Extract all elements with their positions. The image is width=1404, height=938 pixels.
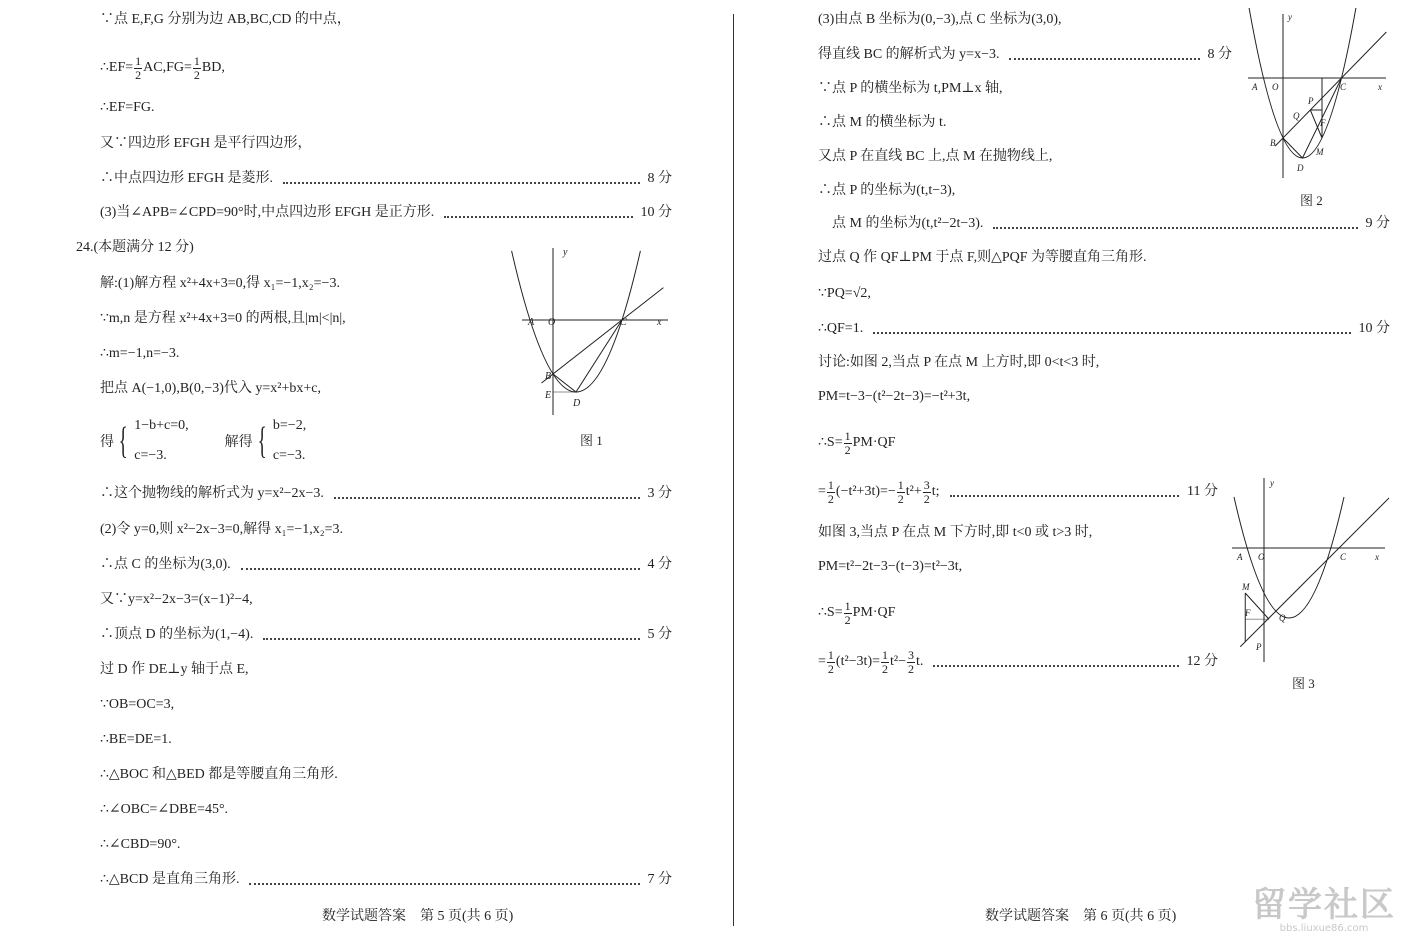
point-label: C (1340, 82, 1347, 92)
figure-caption: 图 2 (1300, 193, 1323, 208)
text-line: PM=t−3−(t²−2t−3)=−t²+3t, (818, 389, 971, 404)
page-divider (733, 14, 734, 926)
text: (−t²+3t)=− (835, 484, 896, 499)
axis-label: y (1288, 12, 1292, 22)
text-line: ∴△BOC 和△BED 都是等腰直角三角形. (100, 767, 338, 782)
text-line: 又点 P 在直线 BC 上,点 M 在抛物线上, (818, 149, 1053, 164)
fraction: $\frac{1}{2}$ (827, 647, 834, 676)
text-line: ∴∠CBD=90°. (100, 837, 181, 852)
point-label: P (1308, 96, 1314, 106)
fraction: $\frac{1}{2}$ (193, 53, 200, 82)
text-line: 解:(1)解方程 x²+4x+3=0,得 x₁=−1,x₂=−3. (100, 276, 340, 291)
text: ∴△BCD 是直角三角形. (100, 872, 240, 887)
text-line: ∴BE=DE=1. (100, 732, 172, 747)
dot-leader (993, 227, 1357, 229)
text: ∴EF= (100, 60, 134, 75)
score: 10 分 (640, 205, 672, 220)
text: t; (931, 484, 940, 499)
dot-leader (873, 332, 1350, 334)
point-label: F (1320, 118, 1326, 128)
fraction: $\frac{1}{2}$ (882, 647, 888, 676)
scored-line (100, 203, 672, 223)
text-line: 把点 A(−1,0),B(0,−3)代入 y=x²+bx+c, (100, 381, 321, 396)
scored-line (100, 169, 672, 189)
watermark-title: 留学社区 (1252, 885, 1396, 925)
score: 7 分 (647, 872, 672, 887)
text: ∴顶点 D 的坐标为(1,−4). (100, 627, 254, 642)
scored-line (832, 214, 1390, 234)
text: BD, (201, 60, 225, 75)
point-label: A (528, 317, 535, 328)
point-label: B (545, 371, 552, 382)
point-label: Q (1279, 613, 1286, 623)
text-line: (3)由点 B 坐标为(0,−3),点 C 坐标为(3,0), (818, 12, 1062, 27)
text-line: ∵OB=OC=3, (100, 697, 175, 712)
point-label: C (620, 317, 627, 328)
scored-line (818, 45, 1232, 65)
equation: 1−b+c=0, (134, 418, 189, 433)
score: 12 分 (1186, 654, 1218, 669)
score: 8 分 (647, 171, 672, 186)
text: ∴QF=1. (818, 321, 864, 336)
axis-label: x (1375, 552, 1379, 562)
point-label: C (1340, 552, 1347, 562)
text: 点 M 的坐标为(t,t²−2t−3). (832, 216, 984, 231)
text-line: ∴m=−1,n=−3. (100, 346, 180, 361)
point-label: M (1316, 147, 1324, 157)
point-label: F (1245, 608, 1251, 618)
text: PM·QF (852, 605, 896, 620)
figure-2-graph (1240, 8, 1395, 183)
score: 9 分 (1365, 216, 1390, 231)
text-line: ∴∠OBC=∠DBE=45°. (100, 802, 229, 817)
fraction: $\frac{1}{2}$ (897, 477, 904, 506)
text-line: ∴点 M 的横坐标为 t. (818, 115, 947, 130)
text: 得 (100, 435, 114, 450)
text-line: 过点 Q 作 QF⊥PM 于点 F,则△PQF 为等腰直角三角形. (818, 250, 1147, 265)
text-line: ∴点 P 的坐标为(t,t−3), (818, 183, 956, 198)
dot-leader (444, 216, 632, 218)
point-label: E (545, 390, 552, 401)
dot-leader (950, 495, 1179, 497)
figure-caption: 图 3 (1292, 676, 1315, 691)
fraction: $\frac{3}{2}$ (907, 647, 914, 676)
text-line: PM=t²−2t−3−(t−3)=t²−3t, (818, 559, 963, 574)
figure-3-graph (1225, 472, 1395, 667)
axis-label: y (563, 247, 568, 258)
text-line: 又∵四边形 EFGH 是平行四边形， (100, 136, 312, 151)
dot-leader (263, 638, 639, 640)
text-line: 如图 3,当点 P 在点 M 下方时,即 t<0 或 t>3 时, (818, 525, 1093, 540)
equation: c=−3. (134, 448, 167, 463)
dot-leader (283, 182, 639, 184)
axis-label: x (1378, 82, 1382, 92)
point-label: A (1237, 552, 1243, 562)
text: PM·QF (852, 435, 896, 450)
figure-caption: 图 1 (580, 433, 603, 448)
scored-line (818, 477, 1218, 507)
text-line: 过 D 作 DE⊥y 轴于点 E, (100, 662, 249, 677)
fraction: $\frac{1}{2}$ (135, 53, 142, 82)
scored-line (818, 319, 1390, 339)
text: ∴S= (818, 435, 843, 450)
watermark-url: bbs.liuxue86.com (1279, 923, 1369, 934)
text: t. (915, 654, 924, 669)
point-label: A (1252, 82, 1258, 92)
text: (t²−3t)= (835, 654, 880, 669)
text: 解得 (224, 435, 253, 450)
equation-system: 得 { 1−b+c=0, c=−3. 解得 { b=−2, c=−3. (100, 418, 307, 463)
dot-leader (933, 665, 1178, 667)
scored-line (818, 647, 1218, 677)
point-label: D (573, 398, 581, 409)
point-label: M (1242, 582, 1250, 592)
page-footer: 数学试题答案 第 6 页(共 6 页) (985, 909, 1177, 924)
axis-label: y (1270, 478, 1274, 488)
text: ∴S= (818, 605, 843, 620)
score: 4 分 (647, 557, 672, 572)
text: (3)当∠APB=∠CPD=90°时,中点四边形 EFGH 是正方形. (100, 205, 435, 220)
text-line: 讨论:如图 2,当点 P 在点 M 上方时,即 0<t<3 时, (818, 355, 1100, 370)
text: = (818, 484, 826, 499)
text-line: ∵点 P 的横坐标为 t,PM⊥x 轴, (818, 81, 1003, 96)
point-label: O (548, 317, 556, 328)
text: AC,FG= (143, 60, 192, 75)
text-line: 又∵y=x²−2x−3=(x−1)²−4, (100, 592, 253, 607)
dot-leader (241, 568, 640, 570)
dot-leader (249, 883, 639, 885)
fraction: $\frac{1}{2}$ (844, 428, 851, 457)
text-line: ∴EF=FG. (100, 100, 155, 115)
text-line: ∵点 E,F,G 分别为边 AB,BC,CD 的中点， (100, 12, 351, 27)
equation: b=−2, (272, 418, 307, 433)
text-line: ∵m,n 是方程 x²+4x+3=0 的两根,且|m|<|n|, (100, 311, 346, 326)
equation: c=−3. (272, 448, 306, 463)
axis-label: x (657, 317, 662, 328)
fraction: $\frac{1}{2}$ (844, 598, 851, 627)
scored-line (100, 555, 672, 575)
score: 10 分 (1358, 321, 1390, 336)
text: = (818, 654, 826, 669)
fraction: $\frac{3}{2}$ (923, 477, 930, 506)
text: ∴这个抛物线的解析式为 y=x²−2x−3. (100, 486, 324, 501)
text-line: (2)令 y=0,则 x²−2x−3=0,解得 x₁=−1,x₂=3. (100, 522, 344, 537)
question-heading: 24.(本题满分 12 分) (76, 240, 194, 255)
point-label: Q (1293, 111, 1300, 121)
score: 5 分 (647, 627, 672, 642)
text: t²− (890, 654, 906, 669)
text-line (100, 53, 225, 83)
text-line (818, 598, 895, 628)
dot-leader (334, 497, 640, 499)
figure-1-graph (510, 240, 675, 420)
text: 得直线 BC 的解析式为 y=x−3. (818, 47, 1000, 62)
dot-leader (1009, 58, 1199, 60)
point-label: P (1256, 642, 1262, 652)
point-label: O (1258, 552, 1265, 562)
text: ∴点 C 的坐标为(3,0). (100, 557, 231, 572)
score: 11 分 (1187, 484, 1218, 499)
score: 3 分 (647, 486, 672, 501)
page-footer: 数学试题答案 第 5 页(共 6 页) (322, 909, 514, 924)
text: t²+ (905, 484, 922, 499)
scored-line (100, 484, 672, 504)
fraction: $\frac{1}{2}$ (827, 477, 834, 506)
text: ∴中点四边形 EFGH 是菱形. (100, 171, 274, 186)
point-label: O (1272, 82, 1279, 92)
point-label: B (1270, 138, 1276, 148)
score: 8 分 (1207, 47, 1232, 62)
text-line (818, 428, 895, 458)
watermark-logo (1252, 887, 1396, 934)
point-label: D (1297, 163, 1304, 173)
scored-line (100, 625, 672, 645)
text-line: ∵PQ=√2, (818, 286, 871, 301)
scored-line (100, 870, 672, 890)
